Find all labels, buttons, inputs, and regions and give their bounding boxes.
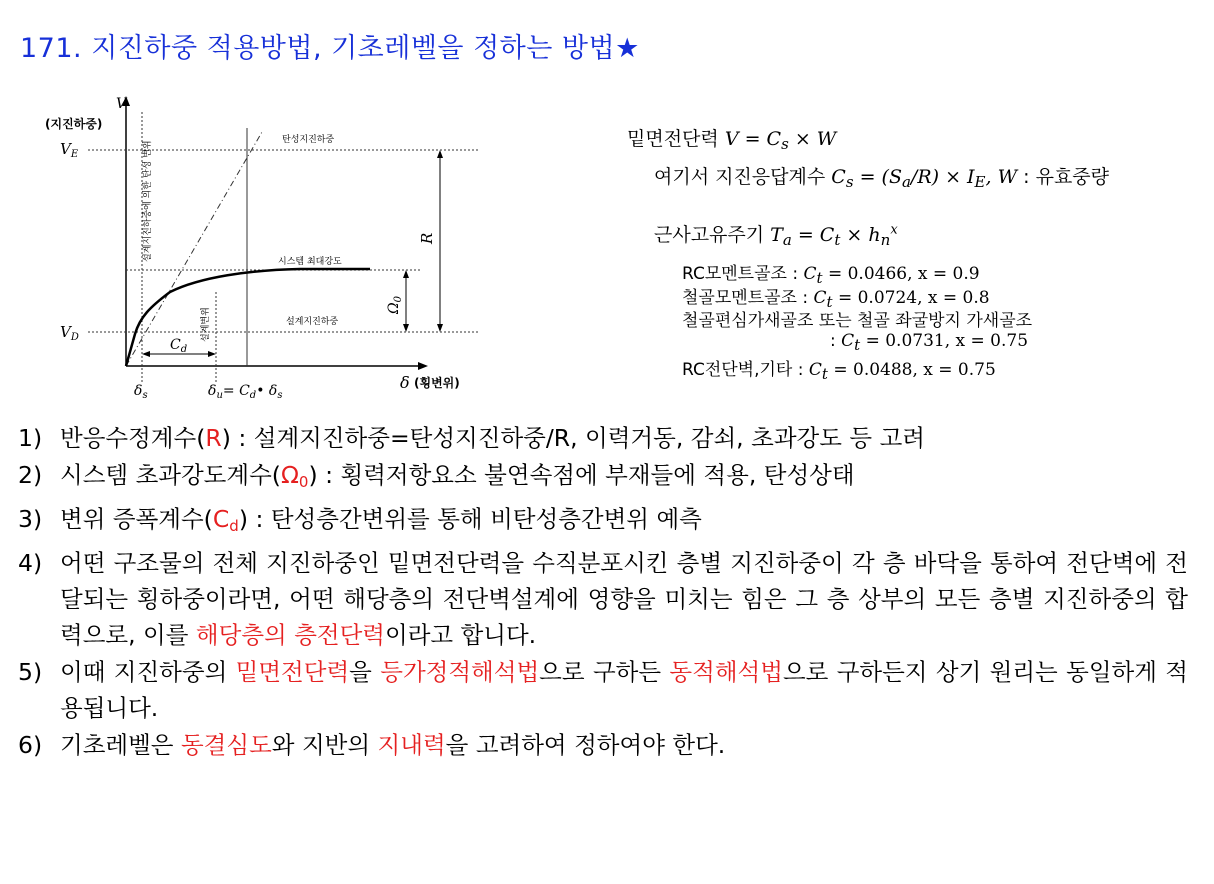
system-max-strength-label: 시스템 최대강도: [278, 257, 342, 267]
page-title: 171. 지진하중 적용방법, 기초레벨을 정하는 방법★: [20, 33, 640, 64]
period-row-steel-braced: : $C_t = 0.0731$, x = 0.75: [830, 331, 1029, 354]
omega-label: $\Omega_0$: [386, 296, 404, 314]
elastic-load-label: 탄성지진하중: [282, 135, 335, 145]
period-row-rc-shear-wall: RC전단벽,기타 : $C_t = 0.0488$, x = 0.75: [682, 360, 996, 383]
explanation-list: [18, 420, 1188, 764]
x-axis-symbol: δ: [400, 373, 410, 392]
list-item: 6) 기초레벨은 동결심도와 지반의 지내력을 고려하여 정하여야 한다.: [18, 731, 726, 759]
delta-s-label: $\delta_s$: [134, 383, 148, 401]
period-row-steel-braced-label: 철골편심가새골조 또는 철골 좌굴방지 가새골조: [682, 311, 1033, 331]
r-label: R: [418, 232, 436, 244]
period-row-rc-moment: RC모멘트골조 : $C_t = 0.0466$, x = 0.9: [682, 264, 980, 287]
seismic-load-diagram: [40, 92, 490, 422]
design-displacement-label: 설계변위: [201, 307, 211, 342]
design-load-label: 설계지진하중: [286, 317, 339, 327]
delta-u-label: $\delta_u=$ $C_d•$ $\delta_s$: [208, 383, 283, 401]
star-icon: ★: [615, 33, 640, 64]
vd-label: $V_D$: [60, 323, 79, 343]
period-row-steel-moment: 철골모멘트골조 : $C_t = 0.0724$, x = 0.8: [682, 288, 990, 311]
elastic-displacement-label: 설계지진하중에 의한 탄성 변위: [143, 140, 153, 262]
base-shear-formula: 밑면전단력 $V = C_s \times W$: [627, 128, 837, 153]
cd-label: $C_d$: [170, 337, 188, 355]
y-axis-label: (지진하중): [45, 117, 103, 131]
period-formula: 근사고유주기 $T_a = C_t \times h_n^x$: [654, 222, 898, 249]
list-item: 5) 이때 지진하중의 밑면전단력을 등가정적해석법으로 구하든 동적해석법으로 구하든지 상기 원리는 동일하게 적용됩니다.: [18, 658, 1188, 722]
ve-label: $V_E$: [60, 140, 79, 160]
y-axis-symbol: V: [116, 96, 127, 112]
list-item: 4) 어떤 구조물의 전체 지진하중인 밑면전단력을 수직분포시킨 층별 지진하중이 각 층 바닥을 통하여 전단벽에 전달되는 횡하중이라면, 어떤 해당층의 전단벽설계에 영향을 미치는 힘은 그 층 상부의 모든 층별 지진하중의 합력으로, 이를 해당층의 층전단력이라고 합니다.: [18, 549, 1188, 649]
list-item: 2) 시스템 초과강도계수$(\Omega_0)$ : 횡력저항요소 불연속점에 부재들에 적용, 탄성상태: [18, 461, 855, 491]
x-axis-label: (횡변위): [414, 376, 460, 390]
list-item: 3) 변위 증폭계수$(C_d)$ : 탄성층간변위를 통해 비탄성층간변위 예측: [18, 505, 702, 535]
response-coefficient-formula: 여기서 지진응답계수 $C_s = (S_a/R) \times I_E$, W : 유효중량: [654, 166, 1110, 191]
list-item: 1) 반응수정계수(R) : 설계지진하중=탄성지진하중/R, 이력거동, 감쇠, 초과강도 등 고려: [18, 424, 925, 452]
